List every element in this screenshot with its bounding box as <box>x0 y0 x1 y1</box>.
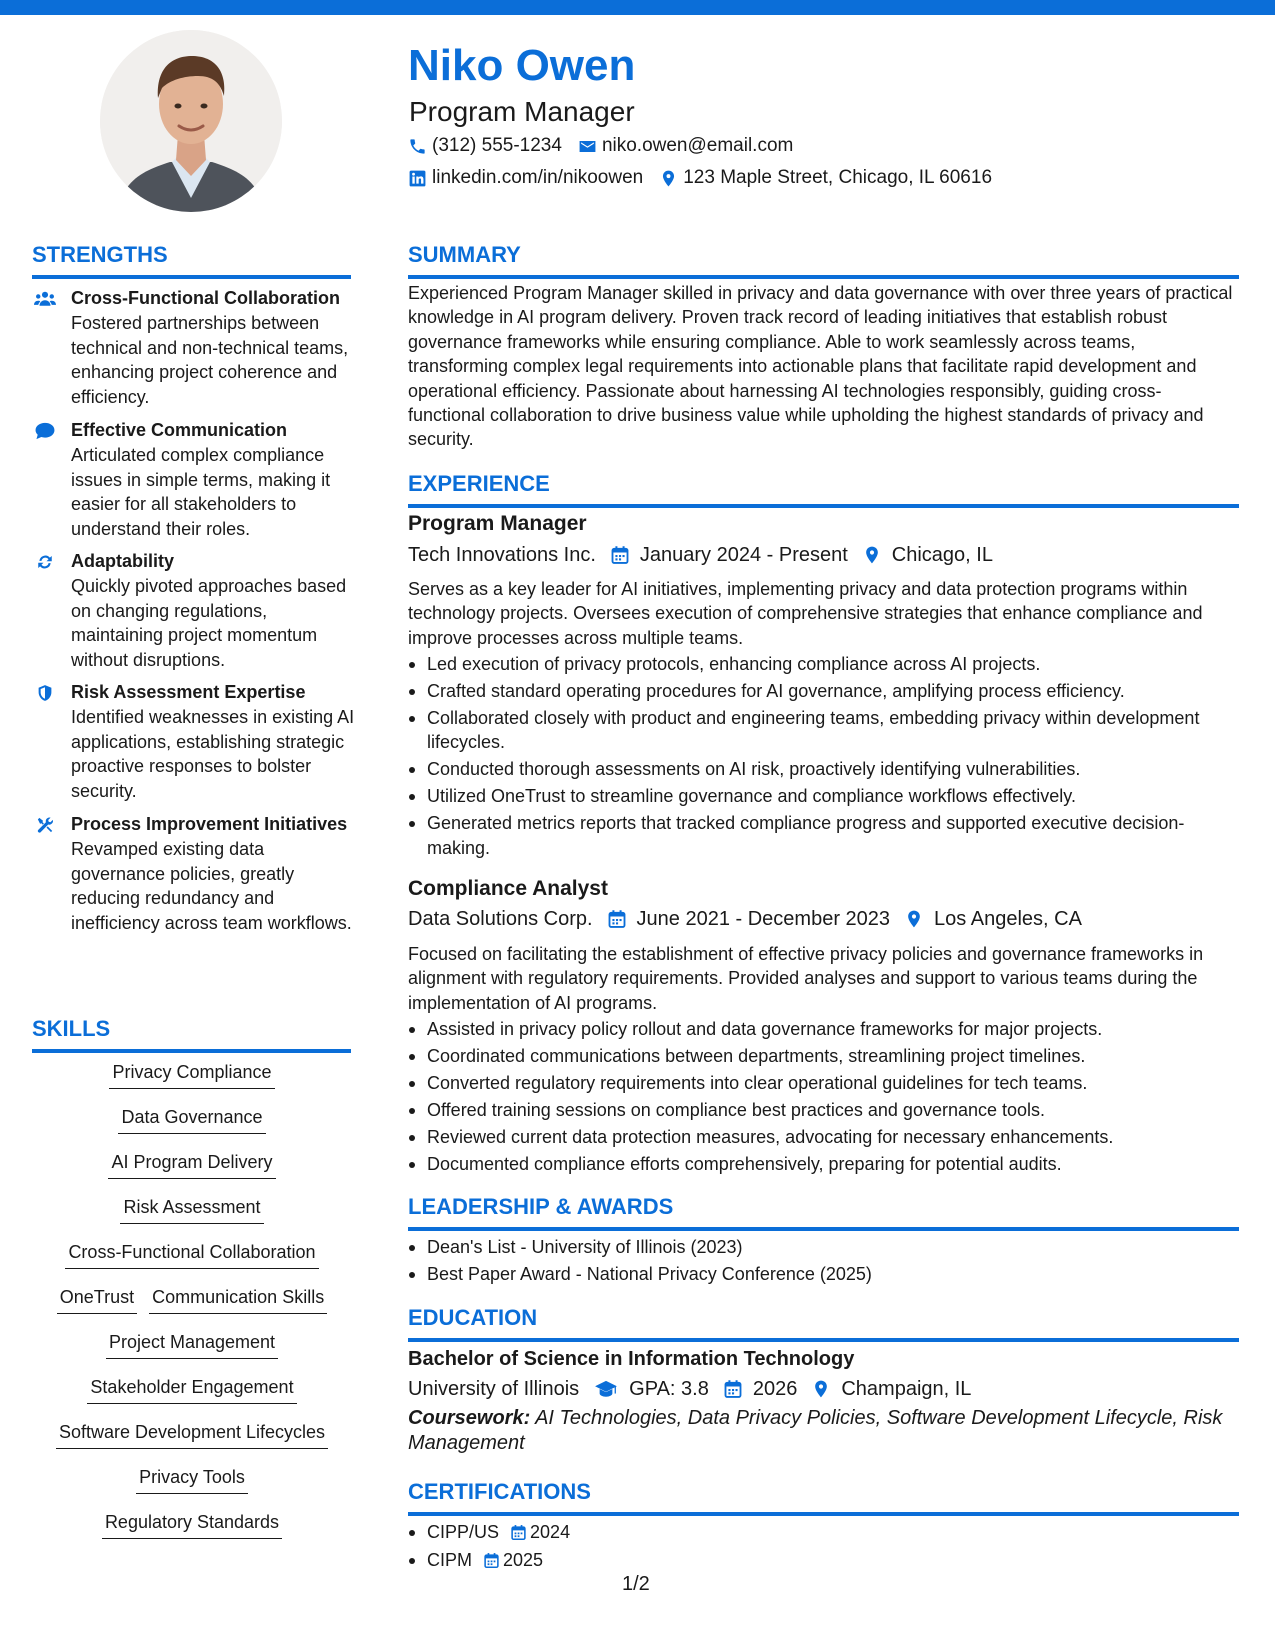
skill-tag: AI Program Delivery <box>108 1150 275 1179</box>
phone-number: (312) 555-1234 <box>432 135 562 156</box>
calendar-icon <box>723 1379 743 1399</box>
coursework <box>408 1406 1238 1455</box>
calendar-icon <box>607 909 627 929</box>
skill-tag: Communication Skills <box>149 1285 327 1314</box>
experience-heading: EXPERIENCE <box>408 470 1239 508</box>
location-icon <box>659 169 678 188</box>
job-bullets <box>408 1017 1238 1179</box>
leadership-list <box>408 1235 1238 1289</box>
profile-photo <box>100 30 282 212</box>
job-dates: January 2024 - Present <box>639 544 848 566</box>
certification-year: 2024 <box>530 1522 571 1542</box>
strength-title: Process Improvement Initiatives <box>71 814 348 834</box>
list-item: Offered training sessions on compliance best practices and governance tools. <box>408 1098 1238 1122</box>
list-item: Converted regulatory requirements into clear operational guidelines for tech teams. <box>408 1071 1238 1095</box>
school-name: University of Illinois <box>408 1378 580 1400</box>
job-description: Focused on facilitating the establishment of effective privacy policies and governance frameworks in alignment with regulatory requirements. Provided analyses and support to various teams during the implementation of AI programs. <box>408 944 1204 1013</box>
email-address[interactable]: niko.owen@email.com <box>601 135 794 156</box>
degree-title: Bachelor of Science in Information Technology <box>408 1348 855 1370</box>
graduation-year: 2026 <box>752 1378 798 1400</box>
certifications-list <box>408 1520 1238 1575</box>
list-item: Coordinated communications between departments, streamlining project timelines. <box>408 1044 1238 1068</box>
job-title: Compliance Analyst <box>408 877 608 900</box>
list-item: Generated metrics reports that tracked compliance progress and supported executive decision-making. <box>408 811 1238 860</box>
skill-tag: Risk Assessment <box>120 1195 263 1224</box>
top-accent-bar <box>0 0 1275 15</box>
page-number: 1/2 <box>622 1573 650 1595</box>
skill-tag: Privacy Tools <box>136 1465 248 1494</box>
summary-text: Experienced Program Manager skilled in privacy and data governance with over three years of practical knowledge in AI program delivery. Proven track record of leading initiatives that establish robust governance frameworks while ensuring compliance. Able to work seamlessly across teams, transforming complex legal requirements into actionable plans that facilitate rapid development and operational efficiency. Passionate about harnessing AI technologies responsibly, guiding cross-functional collaboration to drive business value while upholding the highest standards of privacy and security. <box>408 283 1233 450</box>
phone-contact <box>408 134 562 158</box>
email-contact[interactable] <box>578 134 793 158</box>
certification-item <box>408 1548 1238 1572</box>
linkedin-icon <box>408 169 427 188</box>
strength-description: Identified weaknesses in existing AI applications, establishing strategic proactive responses to bolster security. <box>71 707 355 801</box>
linkedin-url[interactable]: linkedin.com/in/nikoowen <box>432 167 644 188</box>
skill-tag: OneTrust <box>57 1285 137 1314</box>
calendar-icon <box>483 1552 500 1569</box>
skill-tag: Stakeholder Engagement <box>87 1375 296 1404</box>
list-item: Utilized OneTrust to streamline governance and compliance workflows effectively. <box>408 784 1238 808</box>
skill-tag: Software Development Lifecycles <box>56 1420 328 1449</box>
address-contact <box>659 166 992 190</box>
contact-row <box>408 166 1008 190</box>
linkedin-contact[interactable] <box>408 166 643 190</box>
list-item: Crafted standard operating procedures for AI governance, amplifying process efficiency. <box>408 679 1238 703</box>
company-name: Data Solutions Corp. <box>408 908 593 930</box>
certification-name: CIPP/US <box>427 1522 500 1542</box>
skill-tag: Cross-Functional Collaboration <box>65 1240 318 1269</box>
list-item: Led execution of privacy protocols, enhancing compliance across AI projects. <box>408 652 1238 676</box>
education-meta <box>408 1376 971 1402</box>
candidate-name: Niko Owen <box>408 41 636 90</box>
phone-icon <box>408 137 427 156</box>
education-heading: EDUCATION <box>408 1304 1239 1342</box>
shield-icon <box>34 684 56 702</box>
calendar-icon <box>610 545 630 565</box>
list-item: Assisted in privacy policy rollout and data governance frameworks for major projects. <box>408 1017 1238 1041</box>
skill-tag: Data Governance <box>118 1105 265 1134</box>
certifications-heading: CERTIFICATIONS <box>408 1478 1239 1516</box>
certification-year: 2025 <box>503 1550 544 1571</box>
company-name: Tech Innovations Inc. <box>408 544 596 566</box>
job-location: Los Angeles, CA <box>934 908 1082 930</box>
school-location: Champaign, IL <box>841 1378 972 1400</box>
skill-tag: Project Management <box>106 1330 278 1359</box>
job-location: Chicago, IL <box>891 544 993 566</box>
certification-item <box>408 1520 1238 1544</box>
location-icon <box>862 545 882 565</box>
calendar-icon <box>510 1524 527 1541</box>
strength-description: Revamped existing data governance policies, greatly reducing redundancy and inefficiency across team workflows. <box>71 839 352 933</box>
candidate-title: Program Manager <box>409 96 635 127</box>
strengths-heading: STRENGTHS <box>32 241 351 279</box>
skills-list <box>32 1060 352 1555</box>
job-description: Serves as a key leader for AI initiatives, implementing privacy and data protection programs within technology projects. Oversees execution of comprehensive strategies that enhance compliance and improve processes across multiple teams. <box>408 579 1203 648</box>
job-title: Program Manager <box>408 512 587 535</box>
email-icon <box>578 137 597 156</box>
strength-description: Articulated complex compliance issues in simple terms, making it easier for all stakeholders to understand their roles. <box>71 445 331 539</box>
skill-tag: Privacy Compliance <box>109 1060 274 1089</box>
graduation-cap-icon <box>593 1379 619 1399</box>
skills-heading: SKILLS <box>32 1015 351 1053</box>
job-dates: June 2021 - December 2023 <box>636 908 891 930</box>
job-meta <box>408 542 993 568</box>
strength-title: Risk Assessment Expertise <box>71 682 306 702</box>
leadership-heading: LEADERSHIP & AWARDS <box>408 1193 1239 1231</box>
tools-icon <box>34 816 56 834</box>
list-item: Dean's List - University of Illinois (2023) <box>408 1235 1238 1259</box>
certification-name: CIPM <box>427 1550 472 1571</box>
strength-description: Quickly pivoted approaches based on changing regulations, maintaining project momentum without disruptions. <box>71 576 347 670</box>
strength-title: Effective Communication <box>71 420 288 440</box>
location-icon <box>904 909 924 929</box>
list-item: Collaborated closely with product and engineering teams, embedding privacy within development lifecycles. <box>408 706 1238 755</box>
chat-bubble-icon <box>34 422 56 440</box>
strength-title: Cross-Functional Collaboration <box>71 288 341 308</box>
job-meta <box>408 906 1082 932</box>
gpa: GPA: 3.8 <box>629 1378 709 1400</box>
list-item: Reviewed current data protection measures, advocating for necessary enhancements. <box>408 1125 1238 1149</box>
contact-row <box>408 134 809 158</box>
coursework-label: Coursework: <box>408 1407 531 1429</box>
job-bullets <box>408 652 1238 863</box>
list-item: Documented compliance efforts comprehensively, preparing for potential audits. <box>408 1152 1238 1176</box>
coursework-list: AI Technologies, Data Privacy Policies, Software Development Lifecycle, Risk Management <box>408 1407 1223 1454</box>
skill-tag: Regulatory Standards <box>102 1510 282 1539</box>
list-item: Best Paper Award - National Privacy Conference (2025) <box>408 1262 1238 1286</box>
summary-heading: SUMMARY <box>408 241 1239 279</box>
users-icon <box>34 290 56 308</box>
strength-description: Fostered partnerships between technical and non-technical teams, enhancing project coherence and efficiency. <box>71 313 349 407</box>
sync-icon <box>34 553 56 571</box>
list-item: Conducted thorough assessments on AI risk, proactively identifying vulnerabilities. <box>408 757 1238 781</box>
strength-title: Adaptability <box>71 551 175 571</box>
address: 123 Maple Street, Chicago, IL 60616 <box>683 167 993 188</box>
location-icon <box>811 1379 831 1399</box>
